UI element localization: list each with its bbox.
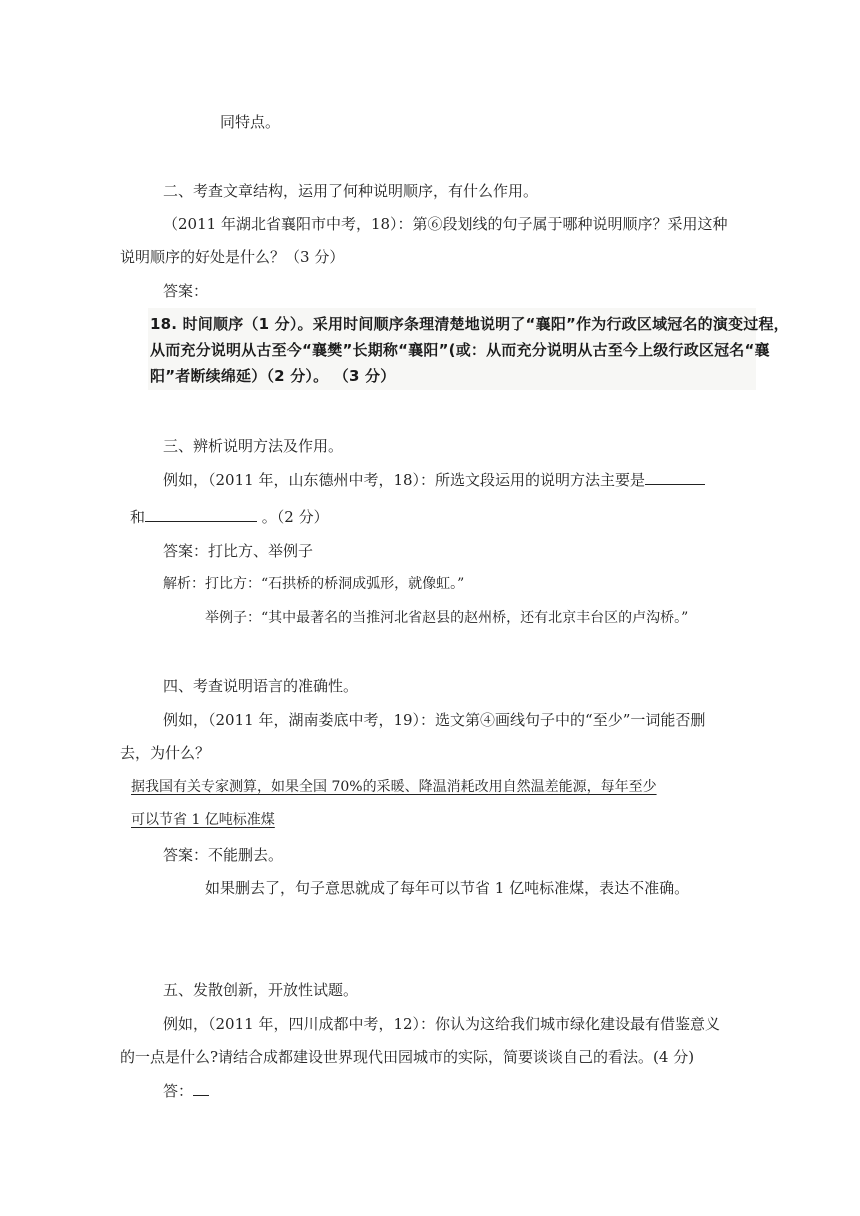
section-three-heading: 三、辨析说明方法及作用。 <box>163 437 344 455</box>
section-three-question-score: 。（2 分） <box>257 508 329 526</box>
section-four-answer-line1: 答案：不能删去。 <box>163 846 284 864</box>
section-three-question-line1 <box>163 470 705 490</box>
section-two-question-line1: （2011 年湖北省襄阳市中考，18）：第⑥段划线的句子属于哪种说明顺序？采用这种 <box>163 215 728 233</box>
section-four-heading: 四、考查说明语言的准确性。 <box>163 677 359 695</box>
section-five-question-line1: 例如，（2011 年，四川成都中考，12）：你认为这给我们城市绿化建设最有借鉴意义 <box>163 1015 721 1033</box>
section-two-question-line2: 说明顺序的好处是什么？（3 分） <box>120 248 345 266</box>
scanned-answer-line2: 从而充分说明从古至今“襄樊”长期称“襄阳”(或：从而充分说明从古至今上级行政区冠名“襄 <box>150 341 770 359</box>
section-three-question-and: 和 <box>130 508 146 526</box>
section-three-question-text: 例如，（2011 年，山东德州中考，18）：所选文段运用的说明方法主要是 <box>163 471 646 489</box>
answer-blank-3 <box>193 1081 209 1096</box>
section-five-answer-label: 答： <box>163 1082 194 1100</box>
section-four-quote-line1: 据我国有关专家测算，如果全国 70%的采暖、降温消耗改用自然温差能源，每年至少 <box>131 779 657 795</box>
scanned-answer-line3: 阳”者断续绵延）（2 分）。 （3 分） <box>150 367 396 385</box>
section-two-answer-label: 答案： <box>163 282 209 300</box>
section-four-answer-line2: 如果删去了，句子意思就成了每年可以节省 1 亿吨标准煤，表达不准确。 <box>205 879 690 897</box>
section-four-quote-line2: 可以节省 1 亿吨标准煤 <box>131 812 275 828</box>
answer-blank-1 <box>645 470 705 485</box>
section-three-question-line2 <box>130 507 329 527</box>
section-five-answer-line <box>163 1081 209 1101</box>
scanned-answer-line1: 18. 时间顺序（1 分）。采用时间顺序条理清楚地说明了“襄阳”作为行政区域冠名的演变过程， <box>150 315 789 333</box>
section-three-analysis-line2: 举例子：“其中最著名的当推河北省赵县的赵州桥，还有北京丰台区的卢沟桥。” <box>205 610 689 626</box>
continued-text: 同特点。 <box>220 113 281 131</box>
section-three-analysis-line1: 解析：打比方：“石拱桥的桥洞成弧形，就像虹。” <box>163 576 465 592</box>
section-two-heading: 二、考查文章结构，运用了何种说明顺序，有什么作用。 <box>163 182 539 200</box>
section-three-answer: 答案：打比方、举例子 <box>163 542 314 560</box>
section-four-question-line1: 例如，（2011 年，湖南娄底中考，19）：选文第④画线句子中的“至少”一词能否删 <box>163 711 706 729</box>
scanned-answer-image <box>148 308 789 390</box>
section-four-question-line2: 去，为什么？ <box>120 744 211 762</box>
section-five-heading: 五、发散创新，开放性试题。 <box>163 981 359 999</box>
section-five-question-line2: 的一点是什么?请结合成都建设世界现代田园城市的实际，简要谈谈自己的看法。(4 分) <box>120 1048 695 1066</box>
answer-blank-2 <box>145 507 257 522</box>
